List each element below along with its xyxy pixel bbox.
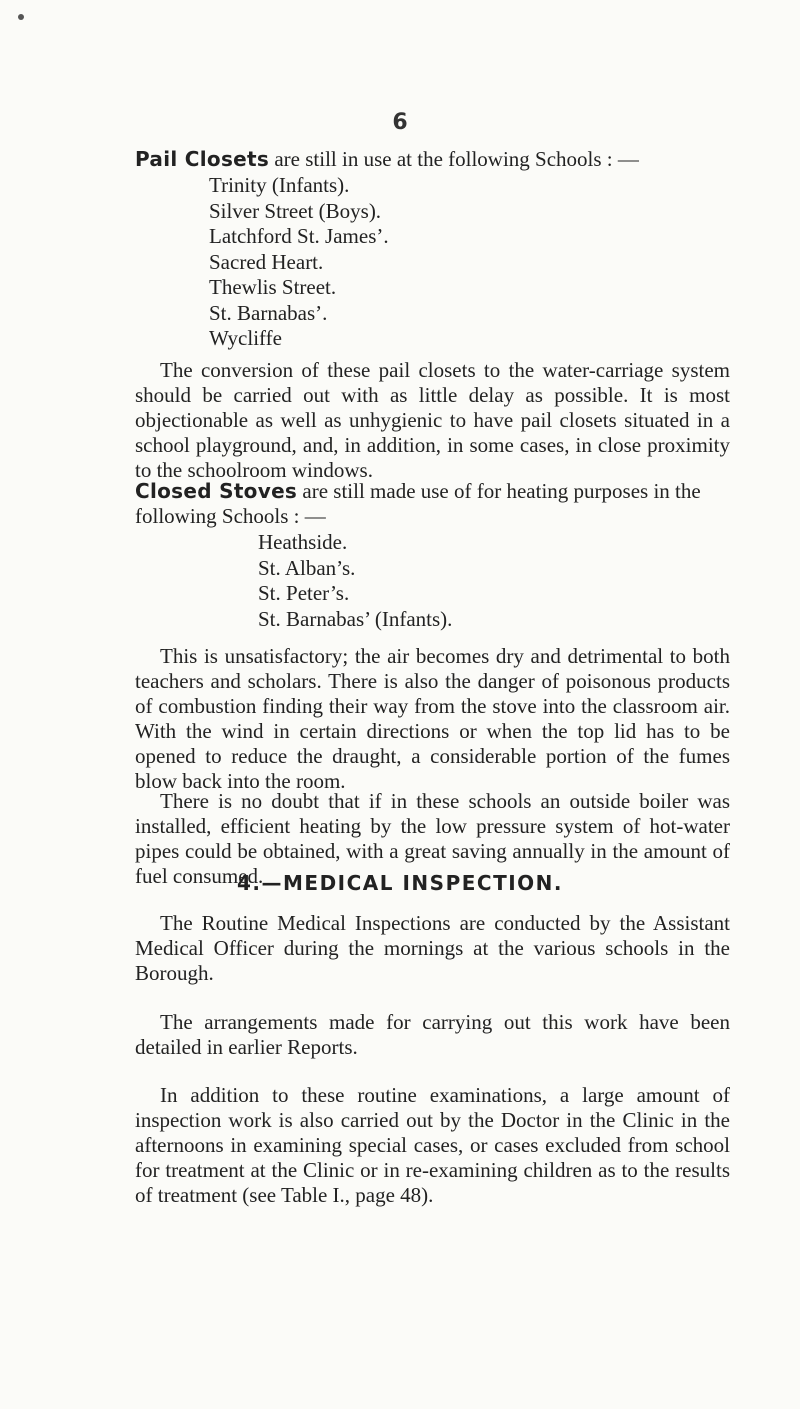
- closed-stoves-intro-text: are still made use of for heating purposes in the following Schools : —: [135, 479, 701, 528]
- pail-closets-intro: [135, 147, 730, 172]
- list-item: St. Barnabas’.: [209, 300, 328, 325]
- closed-stoves-paragraph-1: This is unsatisfactory; the air becomes dry and detrimental to both teachers and scholars. There is also the danger of poisonous products of combustion finding their way from the stove into the classroom air. With the wind in certain directions or when the top lid has to be opened to reduce the draught, a considerable portion of the fumes blow back into the room.: [135, 644, 730, 793]
- list-item: Trinity (Infants).: [209, 173, 350, 197]
- list-item: Latchford St. James’.: [209, 224, 389, 248]
- list-item: Thewlis Street.: [209, 275, 337, 299]
- list-item: Wycliffe: [209, 326, 282, 350]
- medical-inspection-paragraph-1: The Routine Medical Inspections are conducted by the Assistant Medical Officer during the mornings at the various schools in the Borough.: [135, 911, 730, 985]
- list-item: St. Barnabas’ (Infants).: [258, 606, 453, 631]
- pail-closets-school-list: [209, 173, 389, 352]
- pail-closets-intro-text: are still in use at the following Schools : —: [269, 147, 639, 171]
- closed-stoves-intro: [135, 479, 730, 529]
- list-item: St. Alban’s.: [258, 555, 356, 580]
- medical-inspection-heading: 4.—MEDICAL INSPECTION.: [237, 871, 563, 895]
- list-item: Sacred Heart.: [209, 249, 324, 274]
- list-item: St. Peter’s.: [258, 581, 350, 605]
- closed-stoves-heading: Closed Stoves: [135, 479, 298, 503]
- medical-inspection-paragraph-2: The arrangements made for carrying out this work have been detailed in earlier Reports.: [135, 1010, 730, 1059]
- pail-closets-paragraph: The conversion of these pail closets to the water-carriage system should be carried out with as little delay as possible. It is most objectionable as well as unhygienic to have pail closets situated in a school playground, and, in addition, in some cases, in close proximity to the schoolroom windows.: [135, 358, 730, 482]
- page-number: 6: [392, 110, 408, 135]
- closed-stoves-school-list: [258, 530, 452, 632]
- page-speck: [18, 14, 24, 20]
- closed-stoves-paragraph-2: There is no doubt that if in these schools an outside boiler was installed, efficient heating by the low pressure system of hot-water pipes could be obtained, with a great saving annually in the amount of fuel consumed.: [135, 789, 730, 888]
- list-item: Silver Street (Boys).: [209, 198, 382, 223]
- pail-closets-heading: Pail Closets: [135, 147, 270, 171]
- medical-inspection-paragraph-3: In addition to these routine examinations, a large amount of inspection work is also carried out by the Doctor in the Clinic in the afternoons in examining special cases, or cases excluded from school for treatment at the Clinic or in re-examining children as to the results of treatment (see Table I., page 48).: [135, 1083, 730, 1207]
- list-item: Heathside.: [258, 530, 348, 554]
